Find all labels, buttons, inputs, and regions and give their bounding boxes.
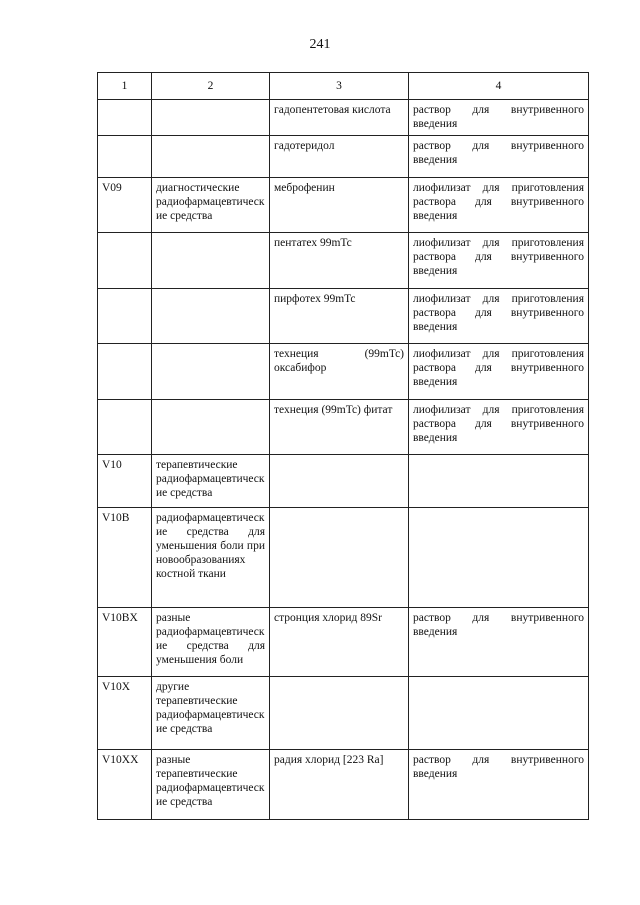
drug-cell [270,455,409,508]
drug-cell: гадотеридол [270,136,409,178]
atc-code-cell: V10B [98,508,152,608]
drug-cell: технеция (99mTc) фитат [270,400,409,455]
group-cell [152,400,270,455]
table-header-row [98,73,589,100]
drug-cell: пирфотех 99mTc [270,289,409,344]
column-header-1: 1 [98,73,152,100]
atc-code-cell: V10X [98,677,152,750]
page-number: 241 [309,37,331,52]
table-row [98,750,589,820]
group-cell: разные радиофармацевтические средства для уменьшения боли [152,608,270,677]
table-row [98,233,589,289]
dosage-form-cell: лиофилизат для приготовления раствора для внутривенного введения [409,344,589,400]
table-row [98,508,589,608]
table-row [98,455,589,508]
table-row [98,289,589,344]
drug-classification-table [97,72,589,820]
atc-code-cell [98,100,152,136]
drug-cell: технеция (99mTc) оксабифор [270,344,409,400]
dosage-form-cell: лиофилизат для приготовления раствора для внутривенного введения [409,233,589,289]
group-cell: терапевтические радиофармацевтические средства [152,455,270,508]
atc-code-cell [98,344,152,400]
table-row [98,100,589,136]
dosage-form-cell: раствор для внутривенного введения [409,608,589,677]
group-cell: диагностические радиофармацевтические средства [152,178,270,233]
atc-code-cell: V10 [98,455,152,508]
atc-code-cell: V09 [98,178,152,233]
group-cell [152,233,270,289]
dosage-form-cell: раствор для внутривенного введения [409,750,589,820]
drug-cell: стронция хлорид 89Sr [270,608,409,677]
dosage-form-cell [409,455,589,508]
column-header-4: 4 [409,73,589,100]
column-header-3: 3 [270,73,409,100]
atc-code-cell [98,136,152,178]
dosage-form-cell: лиофилизат для приготовления раствора для внутривенного введения [409,178,589,233]
group-cell: разные терапевтические радиофармацевтические средства [152,750,270,820]
column-header-2: 2 [152,73,270,100]
atc-code-cell [98,400,152,455]
group-cell [152,344,270,400]
drug-cell: гадопентетовая кислота [270,100,409,136]
dosage-form-cell [409,508,589,608]
table-row [98,608,589,677]
table-row [98,677,589,750]
dosage-form-cell: лиофилизат для приготовления раствора для внутривенного введения [409,289,589,344]
group-cell [152,289,270,344]
atc-code-cell [98,289,152,344]
drug-cell [270,677,409,750]
table-row [98,400,589,455]
atc-code-cell: V10BX [98,608,152,677]
table-row [98,136,589,178]
group-cell: радиофармацевтические средства для уменьшения боли при новообразованиях костной ткани [152,508,270,608]
dosage-form-cell: раствор для внутривенного введения [409,100,589,136]
group-cell [152,136,270,178]
atc-code-cell [98,233,152,289]
dosage-form-cell: раствор для внутривенного введения [409,136,589,178]
drug-cell: радия хлорид [223 Ra] [270,750,409,820]
dosage-form-cell [409,677,589,750]
drug-cell [270,508,409,608]
drug-cell: меброфенин [270,178,409,233]
dosage-form-cell: лиофилизат для приготовления раствора для внутривенного введения [409,400,589,455]
atc-code-cell: V10XX [98,750,152,820]
drug-cell: пентатех 99mTc [270,233,409,289]
table-row [98,344,589,400]
group-cell [152,100,270,136]
table-row [98,178,589,233]
group-cell: другие терапевтические радиофармацевтические средства [152,677,270,750]
